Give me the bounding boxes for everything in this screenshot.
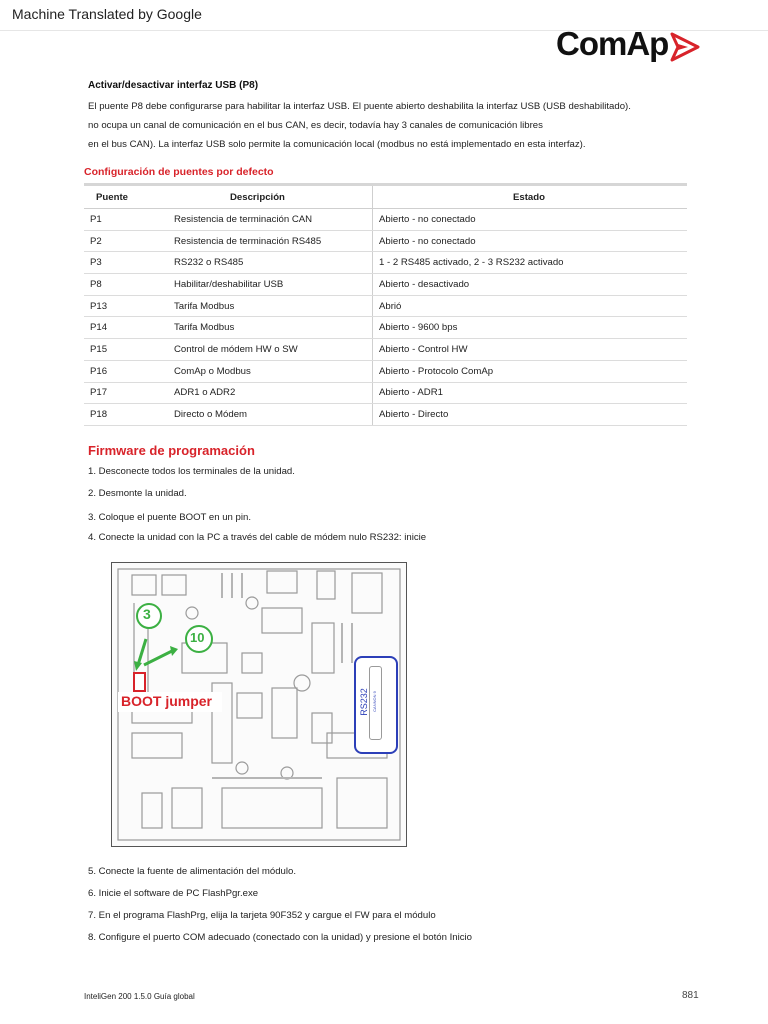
logo-text: ComAp bbox=[556, 25, 669, 62]
header-puente: Puente bbox=[84, 185, 170, 209]
cell-state: Abierto - Control HW bbox=[373, 339, 688, 361]
banner-text: Machine Translated by Google bbox=[12, 6, 202, 22]
cell-description: Tarifa Modbus bbox=[170, 295, 373, 317]
jumper-table bbox=[84, 183, 687, 426]
logo-arrow-icon bbox=[670, 32, 700, 62]
cell-description: Control de módem HW o SW bbox=[170, 339, 373, 361]
table-row bbox=[84, 404, 687, 426]
cell-state: Abierto - desactivado bbox=[373, 274, 688, 296]
label-3: 3 bbox=[143, 606, 151, 622]
cell-jumper: P14 bbox=[84, 317, 170, 339]
rs232-label: RS232 bbox=[358, 688, 369, 716]
cell-description: Directo o Módem bbox=[170, 404, 373, 426]
cell-jumper: P16 bbox=[84, 360, 170, 382]
table-row bbox=[84, 339, 687, 361]
cell-state: 1 - 2 RS485 activado, 2 - 3 RS232 activado bbox=[373, 252, 688, 274]
table-row bbox=[84, 230, 687, 252]
cell-state: Abrió bbox=[373, 295, 688, 317]
cell-description: ADR1 o ADR2 bbox=[170, 382, 373, 404]
table-row bbox=[84, 295, 687, 317]
cell-state: Abierto - Directo bbox=[373, 404, 688, 426]
cell-jumper: P8 bbox=[84, 274, 170, 296]
footer-document-title: InteliGen 200 1.5.0 Guía global bbox=[84, 992, 195, 1001]
table-row bbox=[84, 317, 687, 339]
step-1: 1. Desconecte todos los terminales de la unidad. bbox=[88, 466, 295, 477]
cell-description: ComAp o Modbus bbox=[170, 360, 373, 382]
cell-jumper: P3 bbox=[84, 252, 170, 274]
cell-description: RS232 o RS485 bbox=[170, 252, 373, 274]
table-header-row bbox=[84, 185, 687, 209]
cell-jumper: P15 bbox=[84, 339, 170, 361]
boot-jumper-label: BOOT jumper bbox=[121, 693, 213, 709]
step-3: 3. Coloque el puente BOOT en un pin. bbox=[88, 512, 252, 523]
cell-state: Abierto - 9600 bps bbox=[373, 317, 688, 339]
cell-state: Abierto - Protocolo ComAp bbox=[373, 360, 688, 382]
cell-jumper: P13 bbox=[84, 295, 170, 317]
firmware-heading: Firmware de programación bbox=[88, 443, 255, 458]
cell-jumper: P1 bbox=[84, 209, 170, 231]
cell-jumper: P2 bbox=[84, 230, 170, 252]
cell-jumper: P17 bbox=[84, 382, 170, 404]
step-4: 4. Conecte la unidad con la PC a través del cable de módem nulo RS232: inicie bbox=[88, 532, 427, 543]
table-row bbox=[84, 252, 687, 274]
step-6: 6. Inicie el software de PC FlashPgr.exe bbox=[88, 888, 259, 899]
table-row bbox=[84, 382, 687, 404]
cell-state: Abierto - ADR1 bbox=[373, 382, 688, 404]
cell-description: Resistencia de terminación CAN bbox=[170, 209, 373, 231]
label-10: 10 bbox=[190, 630, 205, 645]
table-row bbox=[84, 274, 687, 296]
step-8: 8. Configure el puerto COM adecuado (conectado con la unidad) y presione el botón Inicio bbox=[88, 932, 472, 943]
usb-line-1: El puente P8 debe configurarse para habilitar la interfaz USB. El puente abierto deshabilita la interfaz USB (USB deshabilitado). bbox=[88, 101, 631, 112]
comap-logo bbox=[556, 24, 700, 64]
rs232-sub-label: CANNON 9 bbox=[371, 691, 377, 712]
step-5: 5. Conecte la fuente de alimentación del módulo. bbox=[88, 866, 296, 877]
step-7: 7. En el programa FlashPrg, elija la tarjeta 90F352 y cargue el FW para el módulo bbox=[88, 910, 436, 921]
config-heading: Configuración de puentes por defecto bbox=[84, 166, 274, 178]
header-descripcion: Descripción bbox=[170, 185, 373, 209]
cell-description: Tarifa Modbus bbox=[170, 317, 373, 339]
usb-heading: Activar/desactivar interfaz USB (P8) bbox=[88, 80, 259, 91]
cell-state: Abierto - no conectado bbox=[373, 230, 688, 252]
cell-description: Resistencia de terminación RS485 bbox=[170, 230, 373, 252]
cell-state: Abierto - no conectado bbox=[373, 209, 688, 231]
step-2: 2. Desmonte la unidad. bbox=[88, 488, 187, 499]
board-diagram bbox=[111, 562, 407, 847]
boot-jumper-marker bbox=[133, 672, 146, 692]
cell-jumper: P18 bbox=[84, 404, 170, 426]
header-estado: Estado bbox=[373, 185, 688, 209]
table-row bbox=[84, 360, 687, 382]
cell-description: Habilitar/deshabilitar USB bbox=[170, 274, 373, 296]
usb-line-3: en el bus CAN). La interfaz USB solo permite la comunicación local (modbus no está implementado en esta interfaz). bbox=[88, 139, 586, 150]
table-row bbox=[84, 209, 687, 231]
usb-line-2: no ocupa un canal de comunicación en el bus CAN, es decir, todavía hay 3 canales de comunicación libres bbox=[88, 120, 543, 131]
page-number: 881 bbox=[682, 990, 699, 1001]
